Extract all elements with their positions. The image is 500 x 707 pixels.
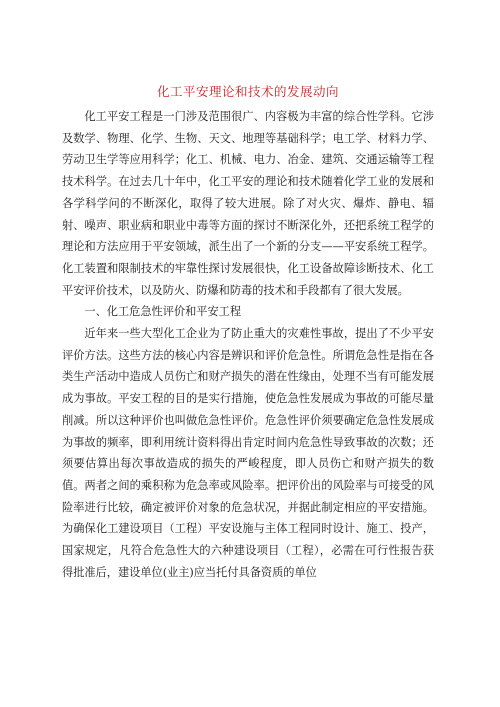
intro-paragraph: 化工平安工程是一门涉及范围很广、内容极为丰富的综合性学科。它涉及数学、物理、化学、生物、天文、地理等基础科学；电工学、材料力学、劳动卫生学等应用科学；化工、机械、电力、冶金、建筑、交通运输等工程技术科学。在过去几十年中，化工平安的理论和技术随着化学工业的发展和各学科学问的不断深化，取得了较大进展。除了对火灾、爆炸、静电、辐射、噪声、职业病和职业中毒等方面的探讨不断深化外，还把系统工程学的理论和方法应用于平安领域，派生出了一个新的分支——平安系统工程学。化工装置和限制技术的牢靠性探讨发展很快，化工设备故障诊断技术、化工平安评价技术，以及防火、防爆和防毒的技术和手段都有了很大发展。	[62, 110, 434, 297]
section-paragraph: 近年来一些大型化工企业为了防止重大的灾难性事故，提出了不少平安评价方法。这些方法的核心内容是辨识和评价危急性。所谓危急性是指在各类生产活动中造成人员伤亡和财产损失的潜在性缘由，处理不当有可能发展成为事故。平安工程的目的是实行措施，使危急性发展成为事故的可能尽量削减。所以这种评价也叫做危急性评价。危急性评价须要确定危急性发展成为事故的频率，即利用统计资料得出肯定时间内危急性导致事故的次数；还须要估算出每次事故造成的损失的严峻程度，即人员伤亡和财产损失的数值。两者之间的乘积称为危急率或风险率。把评价出的风险率与可接受的风险率进行比较，确定被评价对象的危急状况，并据此制定相应的平安措施。为确保化工建设项目（工程）平安设施与主体工程同时设计、施工、投产，国家规定，凡符合危急性大的六种建设项目（工程），必需在可行性报告获得批准后，建设单位(业主)应当托付具备资质的单位	[62, 327, 434, 579]
document-page	[62, 84, 434, 583]
document-title: 化工平安理论和技术的发展动向	[156, 84, 339, 99]
section-heading: 一、化工危急性评价和平安工程	[84, 305, 242, 319]
